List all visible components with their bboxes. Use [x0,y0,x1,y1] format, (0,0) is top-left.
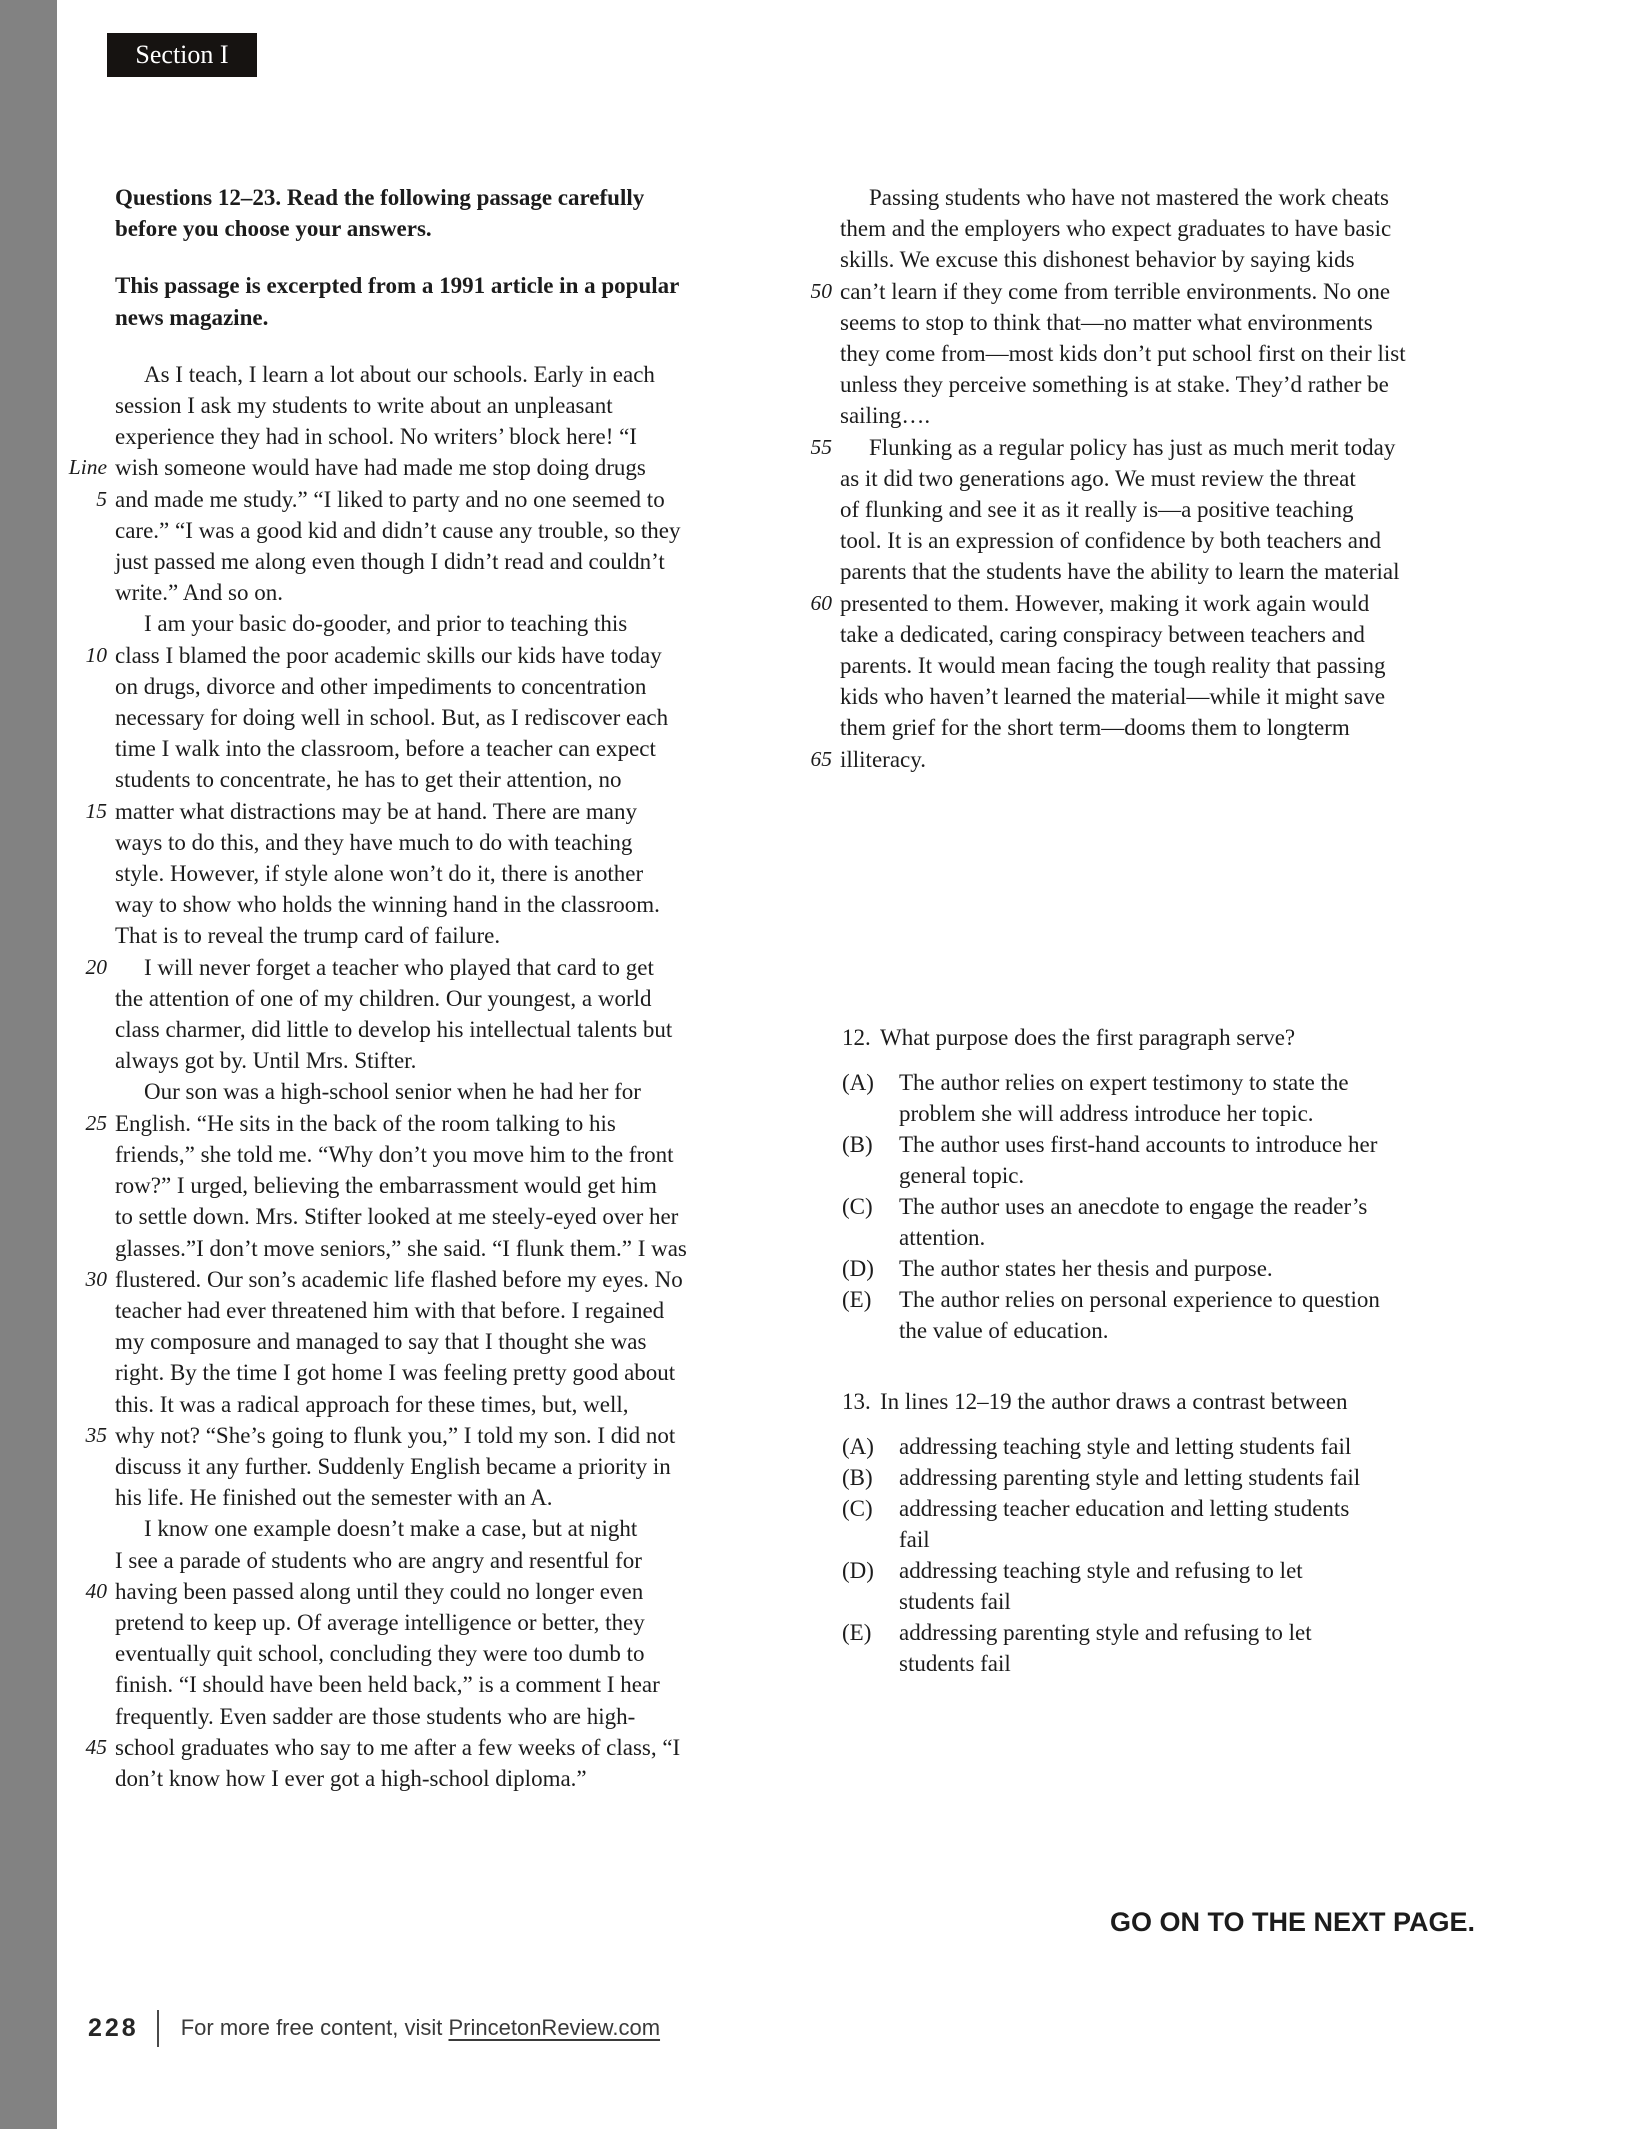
heading-line: before you choose your answers. [115,216,432,242]
line-number: 15 [85,798,107,823]
passage-line [65,484,770,515]
passage-line-text: class I blamed the poor academic skills our kids have today [115,642,662,668]
choice-text-line: students fail [899,1589,1011,1614]
passage-line-text: class charmer, did little to develop his intellectual talents but [115,1017,673,1043]
passage-line [65,1763,770,1794]
passage-line [65,1201,770,1232]
choice-text [899,1191,1367,1253]
passage-line-text: skills. We excuse this dishonest behavior by saying kids [840,247,1355,273]
line-number [65,577,115,608]
choice-text [899,1067,1349,1129]
line-number: 20 [85,954,107,979]
passage-line [65,1513,770,1544]
line-number [790,619,840,650]
question-number: 12. [842,1025,871,1050]
passage-line-text: to settle down. Mrs. Stifter looked at me steely-eyed over her [115,1204,679,1230]
section-label: Section I [135,40,229,69]
passage-line-text: can’t learn if they come from terrible environments. No one [840,278,1391,304]
line-number [65,858,115,889]
passage-line [65,796,770,827]
passage-line [790,525,1510,556]
passage-line-text: illiteracy. [840,746,926,772]
choice-letter: (A) [842,1434,874,1459]
line-number: 55 [810,434,832,459]
line-number [65,889,115,920]
choice-letter: (B) [842,1132,873,1157]
line-number: 10 [85,642,107,667]
passage-line-text: glasses.”I don’t move seniors,” she said. “I flunk them.” I was [115,1235,687,1261]
passage-lines-right [790,182,1510,775]
choice-letter: (D) [842,1256,874,1281]
passage-line-text: and made me study.” “I liked to party and no one seemed to [115,486,665,512]
choice-text-line: addressing parenting style and letting students fail [899,1465,1361,1490]
passage-line [65,1607,770,1638]
question-stem [842,1022,1502,1053]
passage-line-text: teacher had ever threatened him with that before. I regained [115,1297,665,1323]
passage-line [65,515,770,546]
passage-line [65,1389,770,1420]
passage-line [65,827,770,858]
passage-line-text: kids who haven’t learned the material—while it might save [840,684,1386,710]
passage-line [790,463,1510,494]
line-number [65,1295,115,1326]
line-number: 35 [85,1422,107,1447]
line-number [65,1607,115,1638]
choice-text-line: addressing parenting style and refusing to let [899,1620,1312,1645]
line-number [65,920,115,951]
passage-line [65,1420,770,1451]
passage-line [790,369,1510,400]
passage-line-text: write.” And so on. [115,580,284,606]
line-number [65,733,115,764]
question [842,1386,1502,1679]
passage-line [65,577,770,608]
passage-line-text: session I ask my students to write about an unpleasant [115,393,613,419]
passage-line [65,452,770,483]
passage-line [790,400,1510,431]
passage-line-text: That is to reveal the trump card of failure. [115,923,501,949]
passage-line-text: unless they perceive something is at stake. They’d rather be [840,372,1389,398]
choice-text [899,1431,1351,1462]
passage-line [65,671,770,702]
line-number [790,463,840,494]
passage-line-text: necessary for doing well in school. But, as I rediscover each [115,705,669,731]
passage-line [65,1482,770,1513]
line-number: 60 [810,590,832,615]
choice-letter: (C) [842,1496,873,1521]
line-number: 40 [85,1578,107,1603]
footer-message: For more free content, visit [180,2015,449,2040]
passage-line [65,640,770,671]
passage-line-text: them grief for the short term—dooms them to longterm [840,715,1350,741]
footer-divider [157,2010,159,2047]
answer-choice [842,1284,1502,1346]
line-number [65,764,115,795]
line-number [790,556,840,587]
passage-line [65,702,770,733]
passage-line [65,920,770,951]
passage-line [65,1638,770,1669]
passage-line [65,952,770,983]
passage-line-text: way to show who holds the winning hand in the classroom. [115,892,660,918]
footer-text [181,2015,660,2041]
line-number [65,1545,115,1576]
passage-line-text: Passing students who have not mastered the work cheats [869,185,1389,210]
choice-text-line: The author states her thesis and purpose. [899,1256,1273,1281]
passage-line [65,889,770,920]
line-number [65,983,115,1014]
choice-text-line: addressing teaching style and letting students fail [899,1434,1352,1459]
line-number [790,650,840,681]
line-number [65,1045,115,1076]
passage-line-text: I see a parade of students who are angry and resentful for [115,1547,642,1573]
passage-line-text: parents. It would mean facing the tough reality that passing [840,653,1386,679]
choice-letter: (E) [842,1287,872,1312]
line-number [790,338,840,369]
passage-line [65,764,770,795]
line-number [65,1326,115,1357]
line-number [65,1233,115,1264]
passage-line-text: on drugs, divorce and other impediments to concentration [115,673,647,699]
passage-line [65,390,770,421]
passage-line-text: just passed me along even though I didn’t read and couldn’t [115,549,665,575]
answer-choice [842,1493,1502,1555]
passage-line-text: style. However, if style alone won’t do it, there is another [115,861,644,887]
line-number [65,1201,115,1232]
choice-text [899,1617,1312,1679]
choice-text [899,1462,1360,1493]
passage-line [790,276,1510,307]
answer-choice [842,1191,1502,1253]
passage-line-text: discuss it any further. Suddenly English became a priority in [115,1453,671,1479]
passage-line-text: I know one example doesn’t make a case, but at night [144,1516,638,1542]
choice-text-line: The author uses first-hand accounts to introduce her [899,1132,1378,1157]
line-number [65,1076,115,1107]
passage-line [790,619,1510,650]
passage-line-text: of flunking and see it as it really is—a positive teaching [840,497,1354,523]
passage-line [65,421,770,452]
passage-line [65,1108,770,1139]
passage-line [790,712,1510,743]
question [842,1022,1502,1346]
choice-letter: (A) [842,1070,874,1095]
passage-line-text: take a dedicated, caring conspiracy between teachers and [840,621,1365,647]
passage-line [65,1732,770,1763]
passage-line [790,182,1510,213]
passage-line-text: having been passed along until they could no longer even [115,1578,644,1604]
passage-line-text: always got by. Until Mrs. Stifter. [115,1048,417,1074]
answer-choice [842,1129,1502,1191]
choice-text [899,1129,1377,1191]
choice-text-line: the value of education. [899,1318,1109,1343]
line-number: 25 [85,1110,107,1135]
heading-line: news magazine. [115,304,269,330]
passage-line-text: my composure and managed to say that I thought she was [115,1329,647,1355]
passage-line-text: don’t know how I ever got a high-school diploma.” [115,1765,587,1791]
passage-line-text: I will never forget a teacher who played that card to get [144,954,654,980]
passage-line [65,608,770,639]
passage-line [790,588,1510,619]
choice-text-line: problem she will address introduce her topic. [899,1101,1314,1126]
choice-text-line: attention. [899,1225,986,1250]
passage-line [790,494,1510,525]
passage-line [790,213,1510,244]
question-stem [842,1386,1502,1417]
passage-line-text: friends,” she told me. “Why don’t you move him to the front [115,1141,674,1167]
answer-choice [842,1067,1502,1129]
line-number [790,244,840,275]
choice-letter: (B) [842,1465,873,1490]
line-number [65,1701,115,1732]
footer-link[interactable]: PrincetonReview.com [448,2015,661,2040]
passage-line-text: matter what distractions may be at hand. There are many [115,798,637,824]
question-number: 13. [842,1389,871,1414]
line-number [65,1513,115,1544]
choice-text-line: general topic. [899,1163,1025,1188]
line-number [65,1669,115,1700]
line-number [65,827,115,858]
line-number [65,1139,115,1170]
line-number [790,712,840,743]
passage-line-text: experience they had in school. No writers’ block here! “I [115,424,637,450]
passage-line-text: his life. He finished out the semester with an A. [115,1485,553,1511]
passage-line-text: them and the employers who expect graduates to have basic [840,216,1392,242]
choice-text-line: fail [899,1527,930,1552]
page-edge-strip [0,0,57,2129]
passage-line-text: care.” “I was a good kid and didn’t cause any trouble, so they [115,517,681,543]
line-number: 50 [810,278,832,303]
passage-line-text: Flunking as a regular policy has just as much merit today [869,434,1396,460]
line-number [65,1482,115,1513]
answer-choice [842,1555,1502,1617]
line-number [65,421,115,452]
passage-line-text: row?” I urged, believing the embarrassment would get him [115,1173,657,1199]
question-stem-text: In lines 12–19 the author draws a contrast between [880,1389,1348,1414]
passage-line-text: right. By the time I got home I was feeling pretty good about [115,1360,676,1386]
passage-line [65,733,770,764]
passage-line [65,1170,770,1201]
passage-line-text: I am your basic do-gooder, and prior to teaching this [144,611,628,637]
line-number [790,400,840,431]
passage-line-text: school graduates who say to me after a few weeks of class, “I [115,1734,681,1760]
passage-line-text: frequently. Even sadder are those students who are high- [115,1703,636,1729]
passage-line [790,338,1510,369]
heading-line: Questions 12–23. Read the following passage carefully [115,185,645,210]
choice-text-line: addressing teaching style and refusing to let [899,1558,1303,1583]
line-number [65,1014,115,1045]
line-number [65,1451,115,1482]
passage-line-text: As I teach, I learn a lot about our schools. Early in each [144,361,655,387]
line-number [65,1170,115,1201]
line-number [65,608,115,639]
passage-line-text: pretend to keep up. Of average intelligence or better, they [115,1609,645,1635]
passage-line [65,1233,770,1264]
line-number [65,702,115,733]
line-number [65,546,115,577]
answer-choice [842,1431,1502,1462]
choice-letter: (E) [842,1620,872,1645]
page-footer [88,2008,660,2048]
passage-line-text: students to concentrate, he has to get their attention, no [115,767,622,793]
passage-line-text: seems to stop to think that—no matter what environments [840,309,1373,335]
line-number: 30 [85,1266,107,1291]
passage-line-text: English. “He sits in the back of the room talking to his [115,1110,616,1136]
passage-line [790,650,1510,681]
passage-right-column [790,182,1510,775]
passage-line [65,1669,770,1700]
passage-line [65,1451,770,1482]
passage-line-text: presented to them. However, making it work again would [840,590,1370,616]
choice-letter: (D) [842,1558,874,1583]
line-number [65,1763,115,1794]
line-number [65,390,115,421]
passage-line [790,432,1510,463]
line-number [65,359,115,390]
passage-line [790,681,1510,712]
passage-instructions [115,182,770,244]
passage-line-text: ways to do this, and they have much to do with teaching [115,829,633,855]
passage-line [65,1076,770,1107]
line-number [790,213,840,244]
passage-line [790,556,1510,587]
passage-lines-left [65,359,770,1794]
answer-choice [842,1253,1502,1284]
passage-line-text: flustered. Our son’s academic life flashed before my eyes. No [115,1266,683,1292]
passage-line [790,307,1510,338]
choice-text [899,1284,1380,1346]
passage-source-note [115,270,770,332]
passage-line [65,1326,770,1357]
passage-line [65,1295,770,1326]
choice-text [899,1493,1349,1555]
passage-line [65,1357,770,1388]
passage-line [790,244,1510,275]
choice-text-line: The author relies on expert testimony to state the [899,1070,1349,1095]
choice-text-line: students fail [899,1651,1011,1676]
passage-line [65,1139,770,1170]
passage-line-text: they come from—most kids don’t put school first on their list [840,341,1406,367]
passage-line-text: tool. It is an expression of confidence by both teachers and [840,528,1381,554]
passage-line-text: Our son was a high-school senior when he had her for [144,1079,641,1105]
passage-line-text: the attention of one of my children. Our youngest, a world [115,985,652,1011]
passage-line-text: why not? “She’s going to flunk you,” I told my son. I did not [115,1422,676,1448]
heading-line: This passage is excerpted from a 1991 article in a popular [115,273,680,299]
passage-line-text: sailing…. [840,403,931,429]
choice-text-line: The author uses an anecdote to engage the reader’s [899,1194,1368,1219]
passage-left-column [65,182,770,1794]
answer-choice [842,1617,1502,1679]
questions-block [842,1022,1502,1679]
go-on-instruction: GO ON TO THE NEXT PAGE. [1110,1907,1476,1937]
line-number [65,1357,115,1388]
passage-line-text: wish someone would have had made me stop doing drugs [115,455,646,481]
passage-line [65,1545,770,1576]
line-number [790,494,840,525]
line-number [790,307,840,338]
line-number: 65 [810,746,832,771]
choice-text-line: addressing teacher education and letting students [899,1496,1350,1521]
passage-line-text: time I walk into the classroom, before a teacher can expect [115,736,656,762]
line-number: 45 [85,1734,107,1759]
passage-line-text: parents that the students have the ability to learn the material [840,559,1400,585]
line-number [65,1638,115,1669]
passage-line [65,1045,770,1076]
line-number [790,681,840,712]
choice-text-line: The author relies on personal experience to question [899,1287,1380,1312]
line-number [790,369,840,400]
answer-choice [842,1462,1502,1493]
passage-line [65,359,770,390]
passage-line [65,858,770,889]
page-number: 228 [88,2013,139,2042]
passage-line [65,1701,770,1732]
passage-line-text: this. It was a radical approach for these times, but, well, [115,1391,629,1417]
passage-line [65,983,770,1014]
line-number: Line [68,455,107,480]
choice-letter: (C) [842,1194,873,1219]
passage-line [65,1014,770,1045]
line-number [790,182,840,213]
passage-line-text: as it did two generations ago. We must review the threat [840,465,1356,491]
line-number [65,671,115,702]
choice-text [899,1253,1273,1284]
line-number [65,1389,115,1420]
line-number: 5 [96,486,107,511]
question-stem-text: What purpose does the first paragraph serve? [880,1025,1296,1050]
passage-line [65,546,770,577]
line-number [65,515,115,546]
section-header-box [107,33,257,77]
passage-line [65,1264,770,1295]
passage-line [790,744,1510,775]
passage-line-text: finish. “I should have been held back,” is a comment I hear [115,1672,660,1698]
passage-line [65,1576,770,1607]
choice-text [899,1555,1303,1617]
passage-line-text: eventually quit school, concluding they were too dumb to [115,1641,645,1667]
line-number [790,525,840,556]
